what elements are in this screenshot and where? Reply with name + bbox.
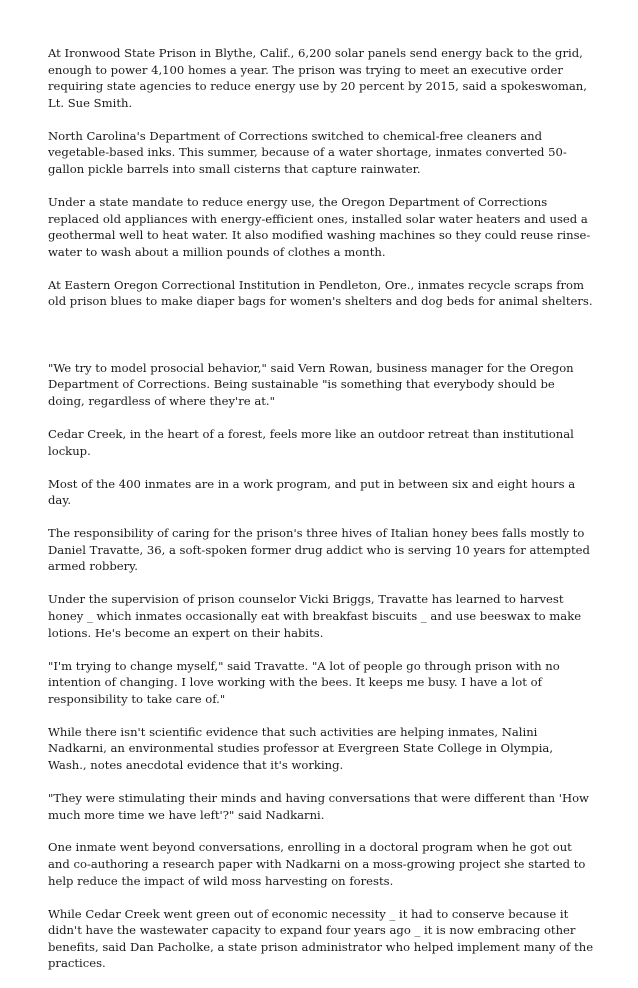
paragraph-work-program: Most of the 400 inmates are in a work program, and put in between six and eight hours a day. — [48, 476, 576, 508]
paragraph-honey-bees: The responsibility of caring for the prison's three hives of Italian honey bees falls mostly to Daniel Travatte, 36, a soft-spoken former drug addict who is serving 10 years for attempted armed robbery. — [48, 526, 590, 574]
paragraph-north-carolina: North Carolina's Department of Corrections switched to chemical-free cleaners and vegetable-based inks. This summer, because of a water shortage, inmates converted 50-gallon pickle barrels into small cisterns that capture rainwater. — [48, 128, 567, 176]
paragraph-nadkarni-quote: "They were stimulating their minds and having conversations that were different than 'How much more time we have left'?" said Nadkarni. — [48, 790, 589, 822]
paragraph-briggs-supervision: Under the supervision of prison counselor Vicki Briggs, Travatte has learned to harvest honey _ which inmates occasionally eat with breakfast biscuits _ and use beeswax to make lotions. He's become an expert on their habits. — [48, 592, 582, 640]
paragraph-cedar-creek: Cedar Creek, in the heart of a forest, feels more like an outdoor retreat than institutional lockup. — [48, 427, 574, 458]
paragraph-doctoral-inmate: One inmate went beyond conversations, enrolling in a doctoral program when he got out and co-authoring a research paper with Nadkarni on a moss-growing project she started to help reduce the impact of wild moss harvesting on forests. — [48, 840, 586, 888]
article-body — [48, 45, 594, 988]
paragraph-ironwood-solar: At Ironwood State Prison in Blythe, Calif., 6,200 solar panels send energy back to the grid, enough to power 4,100 homes a year. The prison was trying to meet an executive order requiring state agencies to reduce energy use by 20 percent by 2015, said a spokeswoman, Lt. Sue Smith. — [48, 46, 587, 110]
paragraph-oregon-energy: Under a state mandate to reduce energy use, the Oregon Department of Corrections replaced old appliances with energy-efficient ones, installed solar water heaters and used a geothermal well to heat water. It also modified washing machines so they could reuse rinse-water to wash about a million pounds of clothes a month. — [48, 194, 591, 259]
paragraph-travatte-quote: "I'm trying to change myself," said Travatte. "A lot of people go through prison with no intention of changing. I love working with the bees. It keeps me busy. I have a lot of responsibility to take care of." — [48, 658, 560, 706]
paragraph-pacholke: While Cedar Creek went green out of economic necessity _ it had to conserve because it didn't have the wastewater capacity to expand four years ago _ it is now embracing other benefits, said Dan Pacholke, a state prison administrator who helped implement many of the practices. — [48, 906, 594, 971]
paragraph-rowan-quote: "We try to model prosocial behavior," said Vern Rowan, business manager for the Oregon Department of Corrections. Being sustainable "is something that everybody should be doing, regardless of where they're at." — [48, 360, 574, 409]
paragraph-eastern-oregon: At Eastern Oregon Correctional Institution in Pendleton, Ore., inmates recycle scraps from old prison blues to make diaper bags for women's shelters and dog beds for animal shelters. — [48, 277, 593, 309]
paragraph-nadkarni-evidence: While there isn't scientific evidence that such activities are helping inmates, Nalini Nadkarni, an environmental studies professor at Evergreen State College in Olympia, Wash., notes anecdotal evidence that it's working. — [48, 724, 554, 772]
